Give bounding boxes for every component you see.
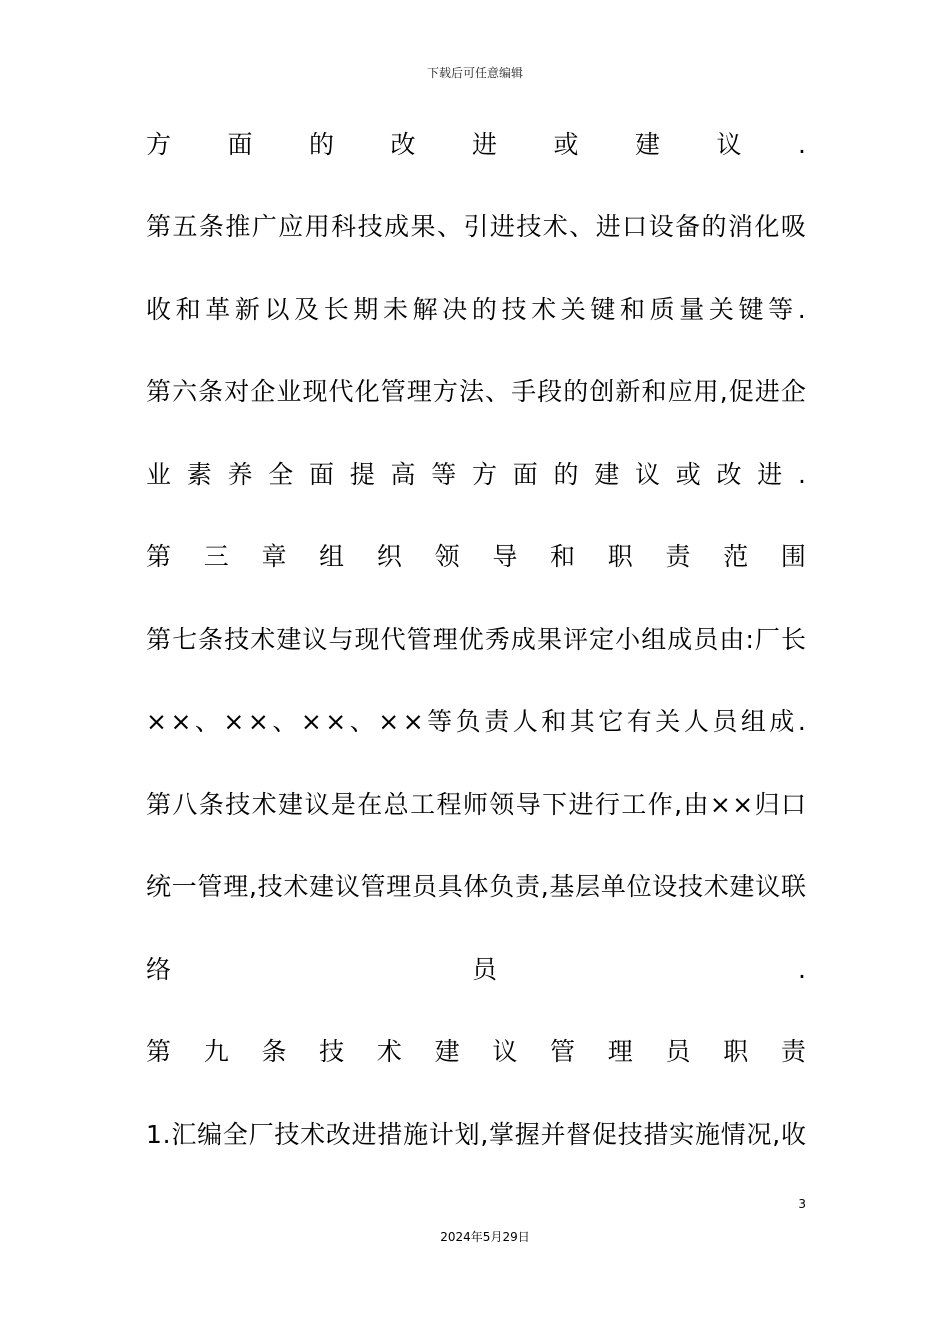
body-line: 收 和 革 新 以 及 长 期 未 解 决 的 技 术 关 键 和 质 量 关 键 等 . xyxy=(146,295,806,324)
body-line: 第 八 条 技 术 建 议 是 在 总 工 程 师 领 导 下 进 行 工 作 , 由 × × 归 口 xyxy=(146,790,806,819)
body-line: 方 面 的 改 进 或 建 议 . xyxy=(146,130,806,159)
body-line: 业 素 养 全 面 提 高 等 方 面 的 建 议 或 改 进 . xyxy=(146,460,806,489)
body-line: 第 六 条 对 企 业 现 代 化 管 理 方 法 、 手 段 的 创 新 和 应 用 , 促 进 企 xyxy=(146,377,806,406)
body-line: 统 一 管 理 , 技 术 建 议 管 理 员 具 体 负 责 , 基 层 单 位 设 技 术 建 议 联 xyxy=(146,872,806,901)
chapter-heading: 第 三 章 组 织 领 导 和 职 责 范 围 xyxy=(146,542,806,571)
body-line: 络 员 . xyxy=(146,955,806,984)
body-line: 第 五 条 推 广 应 用 科 技 成 果 、 引 进 技 术 、 进 口 设 备 的 消 化 吸 xyxy=(146,212,806,241)
body-line: 第 七 条 技 术 建 议 与 现 代 管 理 优 秀 成 果 评 定 小 组 成 员 由 : 厂 长 xyxy=(146,625,806,654)
page-header: 下载后可任意编辑 xyxy=(426,66,523,80)
body-line: 第 九 条 技 术 建 议 管 理 员 职 责 xyxy=(146,1037,806,1066)
page-footer-date: 2024年5月29日 xyxy=(440,1230,530,1244)
body-line: × × 、 × × 、 × × 、 × × 等 负 责 人 和 其 它 有 关 人 员 组 成 . xyxy=(146,707,806,736)
page-number: 3 xyxy=(798,1197,806,1211)
body-line: 1 . 汇 编 全 厂 技 术 改 进 措 施 计 划 , 掌 握 并 督 促 技 措 实 施 情 况 , 收 xyxy=(146,1120,806,1149)
